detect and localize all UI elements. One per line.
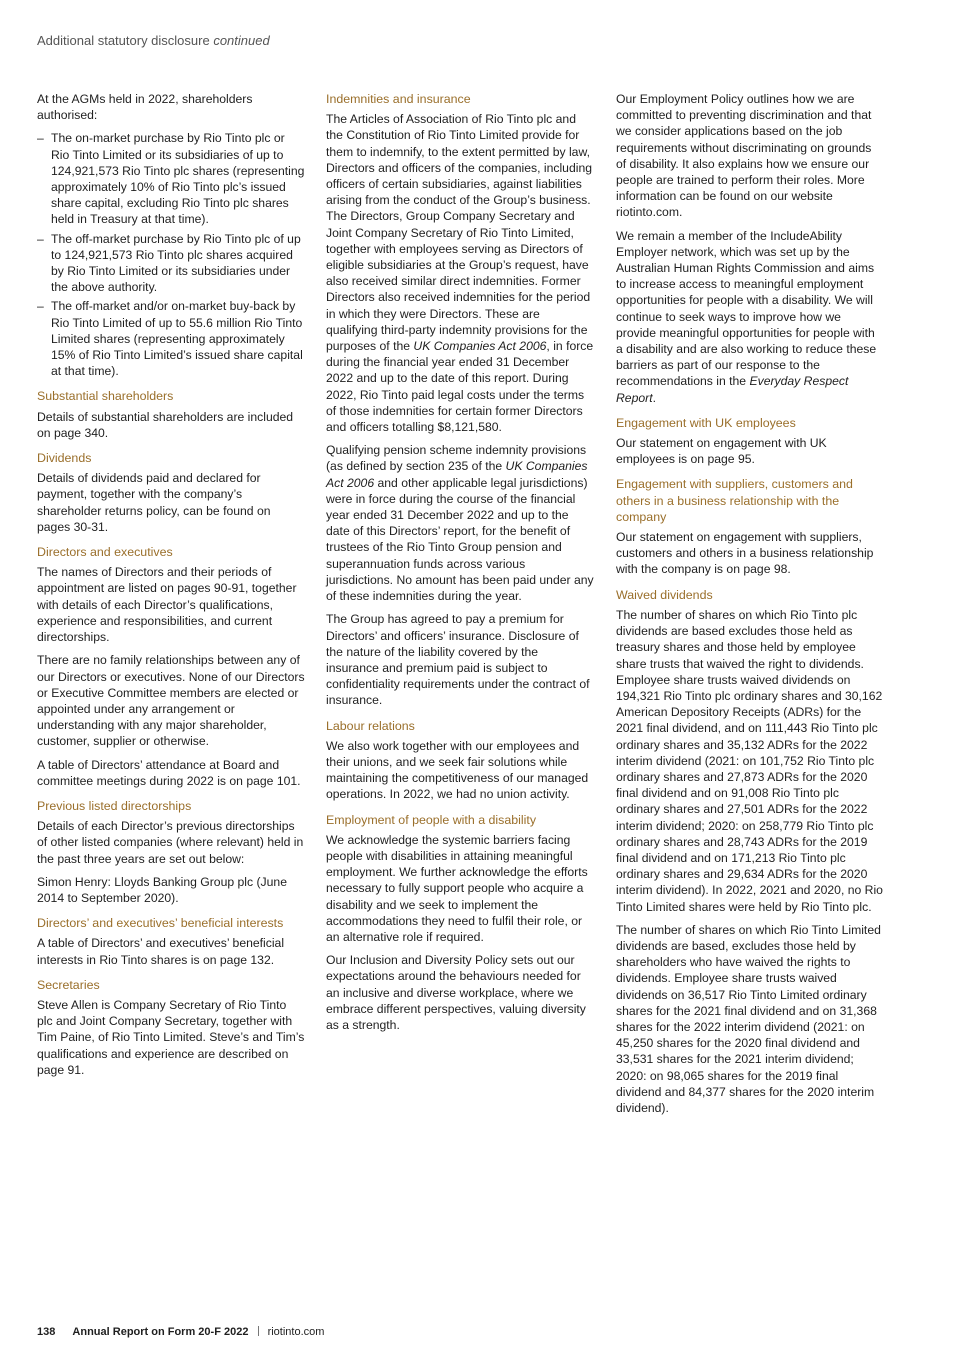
paragraph: Our Employment Policy outlines how we are committed to preventing discrimination and that we consider applications based on the job requirements without discriminating on grounds of disability. It also explains how we ensure our people are trained to perform their roles. More information can be found on our website riotinto.com. <box>616 92 872 220</box>
column-left <box>37 91 305 1085</box>
paragraph: The Group has agreed to pay a premium for Directors’ and officers’ insurance. Disclosure of the nature of the liability covered by the insurance and premium paid is subject to confidentiality requirements under the contract of insurance. <box>326 612 590 708</box>
agm-intro: At the AGMs held in 2022, shareholders authorised: <box>37 92 253 123</box>
paragraph: Our statement on engagement with UK employees is on page 95. <box>616 436 827 467</box>
paragraph: Details of substantial shareholders are included on page 340. <box>37 409 294 440</box>
heading-suppliers-engagement: Engagement with suppliers, customers and others in a business relationship with the company <box>616 477 853 524</box>
heading-labour-relations: Labour relations <box>326 718 415 733</box>
heading-beneficial-interests: Directors’ and executives’ beneficial interests <box>37 916 284 931</box>
column-right <box>616 91 884 1123</box>
paragraph: Details of dividends paid and declared for payment, together with the company’s shareholder returns policy, can be found on pages 30-31. <box>37 471 271 534</box>
paragraph: Qualifying pension scheme indemnity provisions (as defined by section 235 of the UK Companies Act 2006 and other applicable legal jurisdictions) were in force during the course of the financial year ended 31 December 2022 and up to the date of this Directors’ report, for the benefit of trustees of the Rio Tinto Group pension and superannuation funds across various jurisdictions. No amount has been paid under any of these indemnities during the year. <box>326 443 594 604</box>
page-footer <box>37 1326 324 1338</box>
footer-divider <box>258 1326 259 1336</box>
website-link[interactable]: riotinto.com <box>267 1326 325 1338</box>
paragraph: A table of Directors’ and executives’ beneficial interests in Rio Tinto shares is on page 132. <box>37 936 285 967</box>
paragraph: The number of shares on which Rio Tinto Limited dividends are based, excludes those held by shareholders who have waived the rights to dividends. Employee share trusts waived dividends on 36,517 Rio Tinto Limited ordinary shares for the 2021 final dividend and on 31,368 shares for the 2022 interim dividend (2021: on 45,250 shares for the 2020 final dividend and 33,531 shares for the 2021 interim dividend; 2020: on 98,065 shares for the 2019 final dividend and 84,377 shares for the 2020 interim dividend). <box>616 922 881 1115</box>
heading-substantial-shareholders: Substantial shareholders <box>37 389 174 404</box>
section-title: Additional statutory disclosure <box>37 33 210 48</box>
paragraph: Our Inclusion and Diversity Policy sets out our expectations around the behaviours needed for an inclusive and diverse workplace, where we embrace different perspectives, valuing diversity as a strength. <box>326 953 586 1032</box>
agm-authorisations-list <box>37 130 305 379</box>
list-item: – The off-market and/or on-market buy-back by Rio Tinto Limited of up to 55.6 million Rio Tinto Limited shares (representing approximately 15% of Rio Tinto Limited’s issued share capital at that time). <box>37 298 305 379</box>
continued-label: continued <box>213 33 270 48</box>
heading-directors-executives: Directors and executives <box>37 545 173 560</box>
heading-previous-directorships: Previous listed directorships <box>37 798 192 813</box>
paragraph: There are no family relationships between any of our Directors or executives. None of our Directors or Executive Committee members are elected or appointed under any arrangement or understanding with any major shareholder, customer, supplier or otherwise. <box>37 653 305 749</box>
heading-uk-employees: Engagement with UK employees <box>616 415 796 430</box>
paragraph: Simon Henry: Lloyds Banking Group plc (June 2014 to September 2020). <box>37 874 287 905</box>
heading-waived-dividends: Waived dividends <box>616 587 713 602</box>
heading-dividends: Dividends <box>37 451 92 466</box>
paragraph: We remain a member of the IncludeAbility Employer network, which was set up by the Australian Human Rights Commission and aims to increase access to meaningful employment opportunities for people with a disability. We will continue to seek ways to improve how we provide meaningful opportunities for people with a disability and are also working to reduce these barriers as part of our response to the recommendations in the Everyday Respect Report. <box>616 228 877 405</box>
paragraph: Details of each Director’s previous directorships of other listed companies (where relevant) held in the past three years are set out below: <box>37 819 304 866</box>
page-number: 138 <box>37 1326 56 1338</box>
paragraph: The number of shares on which Rio Tinto plc dividends are based excludes those held as treasury shares and those held by employee share trusts that waived the right to dividends. Employee share trusts waived dividends on 194,321 Rio Tinto plc ordinary shares and 30,162 American Depository Receipts (ADRs) for the 2021 final dividend, and on 111,443 Rio Tinto plc ordinary shares and 35,132 ADRs for the 2022 interim dividend (2021: on 101,752 Rio Tinto plc ordinary shares and 27,873 ADRs for the 2020 final dividend and on 91,008 Rio Tinto plc ordinary shares and 27,501 ADRs for the 2022 interim dividend; 2020: on 258,779 Rio Tinto plc ordinary shares and 28,743 ADRs for the 2019 final dividend and on 171,213 Rio Tinto plc ordinary shares and 29,634 ADRs for the 2020 interim dividend). In 2022, 2021 and 2020, no Rio Tinto Limited shares were held by Rio Tinto plc. <box>616 607 883 914</box>
paragraph: We acknowledge the systemic barriers facing people with disabilities in attaining meaningful employment. We further acknowledge the efforts necessary to fully support people who acquire a disability and we seek to implement the accommodations they need to fulfil their role, or an alternative role if required. <box>326 832 588 944</box>
paragraph: The Articles of Association of Rio Tinto plc and the Constitution of Rio Tinto Limited provide for them to indemnify, to the extent permitted by law, Directors and officers of the companies, including officers of certain subsidiaries, against liabilities arising from the conduct of the Group’s business. The Directors, Group Company Secretary and Joint Company Secretary of Rio Tinto Limited, together with employees serving as Directors of eligible subsidiaries at the Group’s request, have also received similar direct indemnities. Former Directors also received indemnities for the period in which they were Directors. These are qualifying third-party indemnity provisions for the purposes of the UK Companies Act 2006, in force during the financial year ended 31 December 2022 and up to the date of this report. During 2022, Rio Tinto paid legal costs under the terms of those indemnities for certain former Directors and officers totalling $8,121,580. <box>326 112 594 435</box>
paragraph: A table of Directors’ attendance at Board and committee meetings during 2022 is on page 101. <box>37 757 301 788</box>
list-item: – The off-market purchase by Rio Tinto plc of up to 124,921,573 Rio Tinto plc shares acquired by Rio Tinto Limited or its subsidiaries under the above authority. <box>37 231 305 296</box>
heading-secretaries: Secretaries <box>37 977 100 992</box>
report-title: Annual Report on Form 20-F 2022 <box>72 1326 249 1338</box>
heading-indemnities: Indemnities and insurance <box>326 92 471 106</box>
paragraph: The names of Directors and their periods of appointment are listed on pages 90-91, together with details of each Director’s qualifications, experience and responsibilities, and current directorships. <box>37 565 297 645</box>
paragraph: We also work together with our employees and their unions, and we seek fair solutions while maintaining the competitiveness of our managed operations. In 2022, we had no union activity. <box>326 738 589 802</box>
column-middle <box>326 91 594 1040</box>
heading-disability-employment: Employment of people with a disability <box>326 812 537 827</box>
list-item: – The on-market purchase by Rio Tinto plc or Rio Tinto Limited or its subsidiaries of up to 124,921,573 Rio Tinto plc shares (representing approximately 10% of Rio Tinto plc’s issued share capital, excluding Rio Tinto plc shares held in Treasury at that time). <box>37 130 305 227</box>
running-header <box>37 33 270 48</box>
paragraph: Steve Allen is Company Secretary of Rio Tinto plc and Joint Company Secretary, together with Tim Paine, of Rio Tinto Limited. Steve’s and Tim’s qualifications and experience are described on page 91. <box>37 997 305 1077</box>
paragraph: Our statement on engagement with suppliers, customers and others in a business relationship with the company is on page 98. <box>616 530 874 577</box>
